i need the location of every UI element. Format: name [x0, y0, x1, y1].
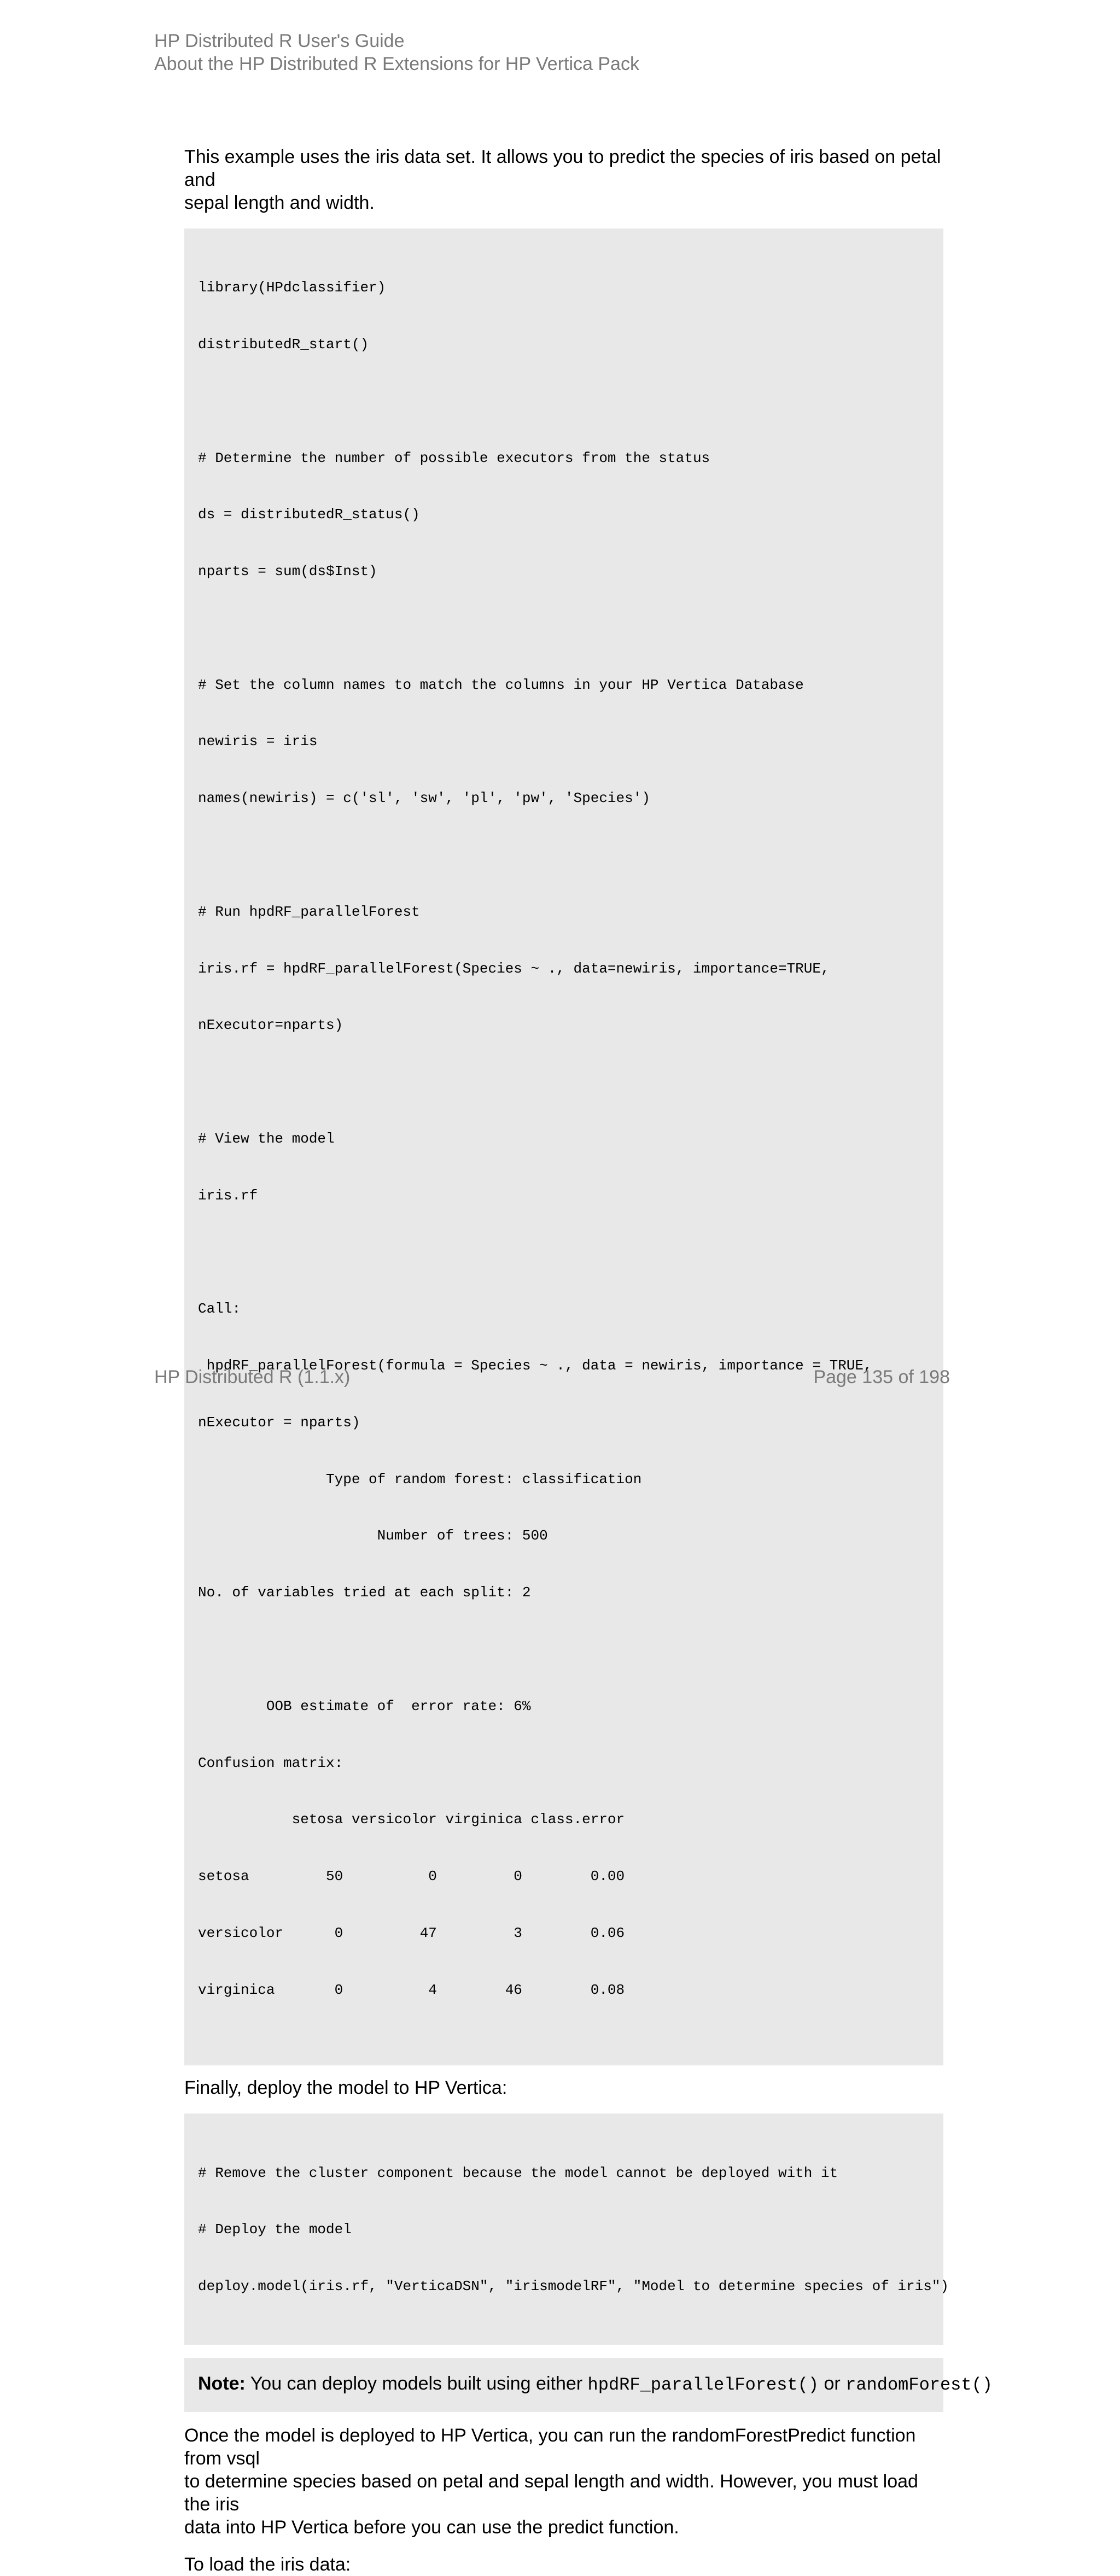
code-line: nExecutor = nparts)	[198, 1414, 360, 1431]
note-box	[184, 2358, 993, 2412]
code-line: No. of variables tried at each split: 2	[198, 1584, 531, 1601]
page-header	[154, 30, 639, 75]
code-line: Call:	[198, 1301, 241, 1318]
code-line: # Run hpdRF_parallelForest	[198, 903, 420, 920]
code-line: OOB estimate of error rate: 6%	[198, 1697, 531, 1714]
footer-page-number: Page 135 of 198	[813, 1367, 950, 1387]
code-line: newiris = iris	[198, 733, 318, 750]
code-line: # Determine the number of possible executors from the status	[198, 449, 710, 466]
guide-title: HP Distributed R User's Guide	[154, 31, 405, 51]
code-line: hpdRF_parallelForest(formula = Species ~ ., data = newiris, importance = TRUE,	[198, 1357, 872, 1374]
code-line	[198, 392, 930, 411]
note-label: Note:	[198, 2373, 246, 2394]
code-line: setosa versicolor virginica class.error	[198, 1811, 625, 1828]
code-line: nparts = sum(ds$Inst)	[198, 563, 377, 580]
code-line: virginica 0 4 46 0.08	[198, 1981, 625, 1998]
code-line: names(newiris) = c('sl', 'sw', 'pl', 'pw', 'Species')	[198, 790, 650, 807]
section-title: About the HP Distributed R Extensions for HP Vertica Pack	[154, 54, 639, 74]
code-line: setosa 50 0 0 0.00	[198, 1868, 625, 1885]
code-line: iris.rf = hpdRF_parallelForest(Species ~ ., data=newiris, importance=TRUE,	[198, 960, 830, 977]
predict-line-1: Once the model is deployed to HP Vertica, you can run the randomForestPredict function from vsql	[184, 2425, 916, 2469]
code-line: # Set the column names to match the columns in your HP Vertica Database	[198, 676, 804, 693]
code-line: versicolor 0 47 3 0.06	[198, 1924, 625, 1941]
predict-line-2: to determine species based on petal and sepal length and width. However, you must load the iris	[184, 2470, 918, 2515]
code-line: # View the model	[198, 1130, 335, 1147]
intro-line-2: sepal length and width.	[184, 192, 375, 213]
code-line	[198, 1640, 930, 1659]
code-line: iris.rf	[198, 1187, 258, 1204]
code-line: Type of random forest: classification	[198, 1471, 642, 1488]
code-line: nExecutor=nparts)	[198, 1017, 343, 1034]
code-line	[198, 1073, 930, 1092]
predict-paragraph	[184, 2424, 943, 2539]
code-line	[198, 619, 930, 638]
note-text: You can deploy models built using either	[245, 2373, 588, 2394]
code-line: ds = distributedR_status()	[198, 506, 420, 523]
code-line: # Remove the cluster component because the model cannot be deployed with it	[198, 2164, 838, 2181]
note-text-or: or	[819, 2373, 846, 2394]
code-block-deploy	[184, 2114, 949, 2345]
code-line: # Deploy the model	[198, 2221, 352, 2238]
intro-paragraph	[184, 145, 943, 214]
code-block-example	[184, 229, 943, 2065]
code-line	[198, 1243, 930, 1262]
code-line: Confusion matrix:	[198, 1754, 343, 1771]
predict-line-3: data into HP Vertica before you can use the predict function.	[184, 2516, 679, 2538]
note-function-randomforest: randomForest()	[845, 2374, 993, 2395]
page-content	[184, 145, 993, 2576]
code-line: distributedR_start()	[198, 336, 369, 353]
code-line	[198, 846, 930, 865]
note-function-hpdrf: hpdRF_parallelForest()	[587, 2374, 819, 2395]
code-line: Number of trees: 500	[198, 1527, 548, 1544]
intro-line-1: This example uses the iris data set. It allows you to predict the species of iris based on petal and	[184, 147, 941, 190]
code-line: library(HPdclassifier)	[198, 279, 386, 296]
code-line: deploy.model(iris.rf, "VerticaDSN", "irismodelRF", "Model to determine species of iris")	[198, 2278, 949, 2295]
deploy-intro-paragraph: Finally, deploy the model to HP Vertica:	[184, 2077, 508, 2099]
load-data-paragraph: To load the iris data:	[184, 2554, 351, 2575]
footer-product: HP Distributed R (1.1.x)	[154, 1367, 351, 1387]
